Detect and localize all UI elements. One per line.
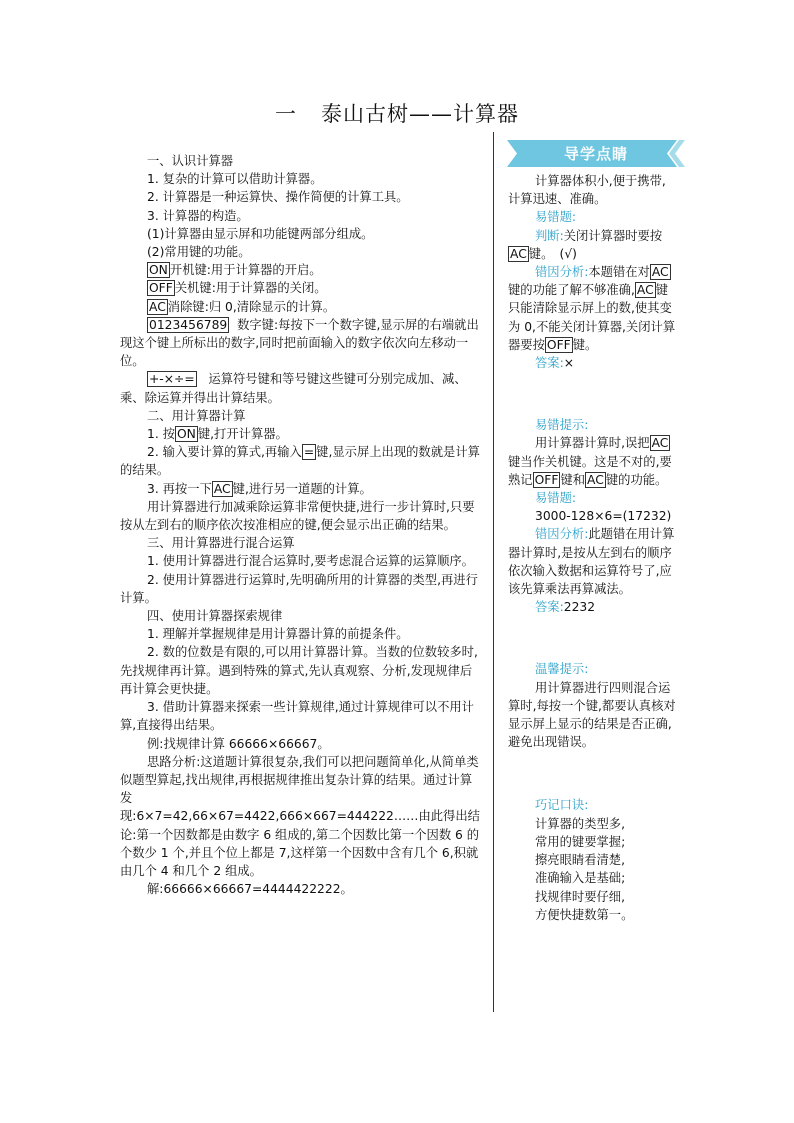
section-heading-4: 四、使用计算器探索规律	[147, 609, 283, 624]
paragraph: 2. 数的位数是有限的,可以用计算器计算。当数的位数较多时,先找规律再计算。遇到特殊的算式,先认真观察、分析,发现规律后再计算会更快捷。	[120, 645, 478, 696]
error-analysis	[508, 263, 678, 354]
ac-key: AC	[636, 283, 654, 298]
answer-2	[508, 598, 678, 616]
note-label: 巧记口诀:	[535, 798, 589, 813]
on-key: ON	[149, 263, 168, 278]
paragraph: 2. 使用计算器进行运算时,先明确所用的计算器的类型,再进行计算。	[120, 572, 478, 605]
off-key: OFF	[149, 281, 173, 296]
paragraph: (2)常用键的功能。	[147, 245, 251, 260]
chapter-number: 一	[275, 102, 297, 126]
text: 键的功能。	[605, 472, 668, 487]
section-heading-1: 一、认识计算器	[147, 154, 234, 168]
digit-keys: 0123456789	[149, 317, 228, 332]
text: 键,打开计算器。	[197, 427, 288, 442]
text: 键,进行另一道题的计算。	[232, 481, 372, 496]
off-key: OFF	[534, 472, 559, 487]
note-label: 答案:	[535, 356, 564, 371]
main-content	[120, 152, 480, 898]
note-label: 易错题:	[535, 491, 577, 506]
spacer	[508, 751, 678, 796]
rhyme-line: 常用的键要掌握;	[535, 834, 626, 849]
banner-title: 导学点睛	[563, 145, 628, 163]
paragraph	[120, 480, 480, 498]
note-label: 易错提示:	[535, 418, 589, 433]
column-divider	[493, 132, 494, 1012]
ac-key: AC	[587, 472, 604, 487]
text: 键当作关机键。这是不对的,要熟记	[508, 454, 672, 487]
key-desc: 运算符号键和等号键这些键可分别完成加、减、乘、除运算并得出计算结果。	[120, 372, 467, 405]
paragraph: 1. 理解并掌握规律是用计算器计算的前提条件。	[147, 627, 409, 642]
equals-key: =	[303, 445, 315, 460]
text: 键,显示屏上出现的数就是计算的结果。	[120, 445, 480, 478]
tip-text	[508, 434, 678, 489]
ac-key: AC	[149, 299, 166, 314]
question-2: 3000-128×6=(17232)	[535, 509, 672, 524]
key-ops-line	[120, 370, 480, 406]
ac-key: AC	[651, 436, 669, 451]
paragraph: 2. 计算器是一种运算快、操作简便的计算工具。	[147, 190, 409, 205]
paragraph	[120, 443, 480, 479]
note-label: 答案:	[535, 600, 564, 615]
ac-key: AC	[651, 265, 669, 280]
on-key: ON	[176, 427, 196, 442]
note-label: 判断:	[535, 228, 564, 243]
analysis-continued: 现:6×7=42,66×67=4422,666×667=444222……由此得出结论:第一个因数都是由数字 6 组成的,第二个因数比第一个因数 6 的个数少 1 个,并且个位上都是 7,这样第一个因数中含有几个 6,积就由几个 4 和几个 2 组成。	[120, 809, 480, 878]
operator-keys: +-×÷=	[149, 372, 195, 387]
text: 关闭计算器时要按	[563, 228, 663, 243]
solution: 解:66666×66667=4444422222。	[147, 882, 353, 897]
rhyme-line: 准确输入是基础;	[535, 871, 626, 886]
spacer	[508, 616, 678, 660]
off-key: OFF	[546, 337, 571, 352]
answer	[508, 354, 678, 372]
rhyme-line: 方便快捷数第一。	[535, 907, 634, 922]
guide-banner	[507, 139, 685, 168]
paragraph: 3. 计算器的构造。	[147, 208, 249, 223]
text: 键和	[560, 472, 586, 487]
key-digits-line	[120, 316, 480, 371]
error-analysis-2	[508, 525, 678, 598]
sidebar-notes	[508, 172, 678, 924]
rhyme-line: 计算器的类型多,	[535, 816, 625, 831]
paragraph: (1)计算器由显示屏和功能键两部分组成。	[147, 226, 374, 241]
page-title	[0, 98, 794, 128]
section-heading-2: 二、用计算器计算	[147, 408, 246, 423]
key-desc: 关机键:用于计算器的关闭。	[174, 281, 327, 296]
paragraph: 1. 复杂的计算可以借助计算器。	[147, 172, 323, 187]
rhyme-line: 擦亮眼睛看清楚,	[535, 853, 625, 868]
rhyme-line: 找规律时要仔细,	[535, 889, 625, 904]
text: 键。	[572, 337, 598, 352]
example: 例:找规律计算 66666×66667。	[147, 736, 330, 751]
text: 键。 (√)	[528, 246, 577, 261]
text: 此题错在用计算器计算时,是按从左到右的顺序依次输入数据和运算符号了,应该先算乘法再算减法。	[508, 527, 675, 597]
paragraph: 1. 使用计算器进行混合运算时,要考虑混合运算的运算顺序。	[147, 554, 474, 569]
answer-value: ×	[563, 356, 575, 371]
warm-tip-text: 用计算器进行四则混合运算时,每按一个键,都要认真核对显示屏上显示的结果是否正确,避免出现错误。	[508, 680, 676, 750]
answer-value: 2232	[563, 600, 596, 615]
text: 键的功能了解不够准确,	[508, 283, 635, 298]
text: 用计算器计算时,误把	[535, 436, 650, 451]
chapter-title: 泰山古树——计算器	[321, 102, 519, 126]
note-label: 错因分析:	[535, 527, 589, 542]
text: 键只能清除显示屏上的数,使其变为 0,不能关闭计算器,关闭计算器要按	[508, 283, 676, 352]
key-desc: 数字键:每按下一个数字键,显示屏的右端就出现这个键上所标出的数字,同时把前面输入的数字依次向左移动一位。	[120, 317, 479, 369]
paragraph: 用计算器进行加减乘除运算非常便快捷,进行一步计算时,只要按从左到右的顺序依次按准相应的键,便会显示出正确的结果。	[120, 499, 475, 533]
intro: 计算器体积小,便于携带,计算迅速、准确。	[508, 174, 666, 207]
ac-key: AC	[213, 481, 231, 496]
text: 1. 按	[147, 427, 175, 442]
paragraph	[120, 425, 480, 443]
section-heading-3: 三、用计算器进行混合运算	[147, 536, 295, 551]
key-ac-line	[120, 298, 480, 316]
spacer	[508, 372, 678, 416]
key-desc: 消除键:归 0,清除显示的计算。	[167, 299, 336, 314]
text: 2. 输入要计算的算式,再输入	[147, 445, 302, 460]
analysis: 思路分析:这道题计算很复杂,我们可以把问题简单化,从简单类似题型算起,找出规律,再根据规律推出复杂计算的结果。通过计算发	[120, 754, 479, 806]
text: 本题错在对	[588, 265, 650, 280]
note-label: 易错题:	[535, 210, 577, 225]
note-label: 温馨提示:	[535, 662, 589, 677]
key-on-line	[120, 261, 480, 279]
ac-key: AC	[510, 246, 527, 261]
key-off-line	[120, 279, 480, 297]
text: 3. 再按一下	[147, 481, 212, 496]
judge-question	[508, 227, 678, 263]
note-label: 错因分析:	[535, 265, 589, 280]
paragraph: 3. 借助计算器来探索一些计算规律,通过计算规律可以不用计算,直接得出结果。	[120, 700, 474, 733]
key-desc: 开机键:用于计算器的开启。	[169, 263, 322, 278]
